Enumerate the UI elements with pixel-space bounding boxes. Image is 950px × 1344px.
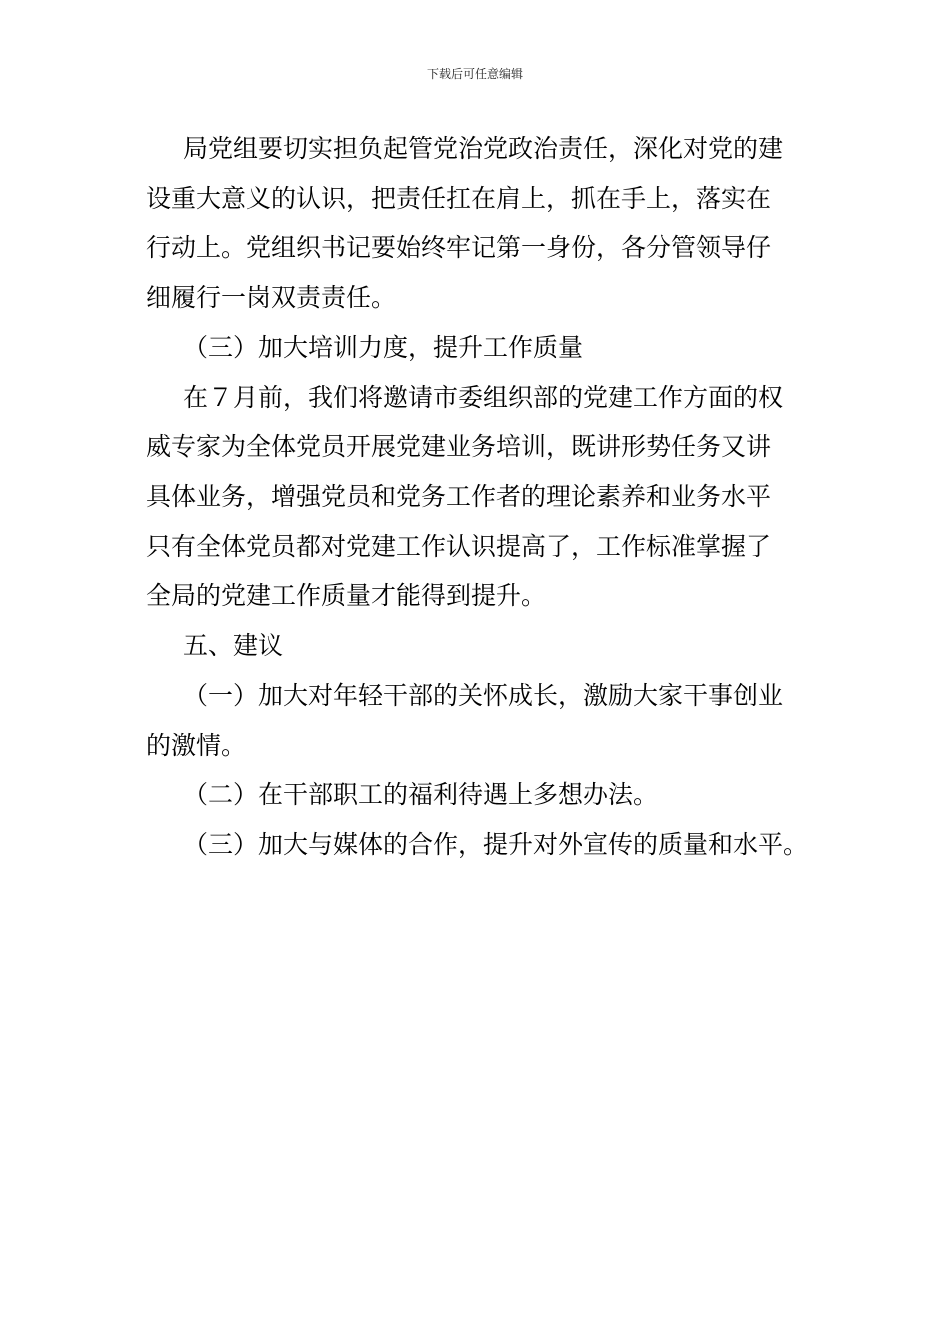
section-heading: 五、建议 — [183, 631, 284, 660]
page-header: 下载后可任意编辑 — [426, 67, 523, 81]
paragraph-line: 威专家为全体党员开展党建业务培训，既讲形势任务又讲 — [146, 432, 772, 461]
section-heading: （三）加大培训力度，提升工作质量 — [183, 333, 584, 362]
paragraph-line: 在７月前，我们将邀请市委组织部的党建工作方面的权 — [183, 383, 784, 412]
list-item: （三）加大与媒体的合作，提升对外宣传的质量和水平。 — [183, 830, 809, 859]
list-item-continuation: 的激情。 — [146, 731, 247, 760]
paragraph-line: 全局的党建工作质量才能得到提升。 — [146, 581, 547, 610]
paragraph-line: 只有全体党员都对党建工作认识提高了，工作标准掌握了 — [146, 532, 772, 561]
paragraph-line: 局党组要切实担负起管党治党政治责任，深化对党的建 — [183, 134, 784, 163]
paragraph-line: 行动上。党组织书记要始终牢记第一身份，各分管领导仔 — [146, 233, 772, 262]
list-item: （二）在干部职工的福利待遇上多想办法。 — [183, 780, 659, 809]
paragraph-line: 具体业务，增强党员和党务工作者的理论素养和业务水平 — [146, 482, 772, 511]
paragraph-line: 设重大意义的认识，把责任扛在肩上，抓在手上，落实在 — [146, 184, 772, 213]
list-item: （一）加大对年轻干部的关怀成长，激励大家干事创业 — [183, 681, 784, 710]
paragraph-line: 细履行一岗双责责任。 — [146, 283, 397, 312]
